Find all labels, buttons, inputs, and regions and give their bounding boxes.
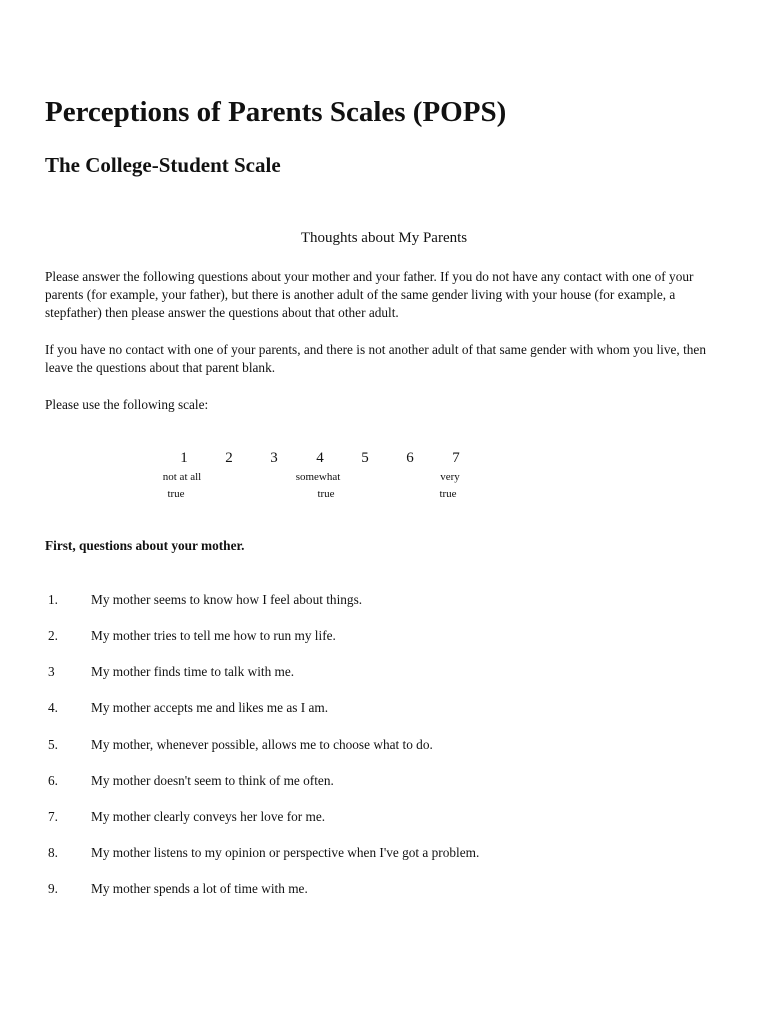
question-text: My mother seems to know how I feel about things. xyxy=(91,592,363,607)
question-item xyxy=(0,626,768,646)
question-number: 6. xyxy=(48,773,58,788)
scale-anchor-mid-line2: true xyxy=(317,488,335,500)
scale-number-1: 1 xyxy=(180,450,188,466)
question-number: 5. xyxy=(48,737,58,752)
question-text: My mother listens to my opinion or perspective when I've got a problem. xyxy=(91,845,480,860)
question-text: My mother tries to tell me how to run my life. xyxy=(91,628,336,643)
scale-number-4: 4 xyxy=(316,450,324,466)
mother-section-heading: First, questions about your mother. xyxy=(45,538,245,553)
question-number: 7. xyxy=(48,809,58,824)
scale-anchor-mid-line1: somewhat xyxy=(295,471,341,483)
scale-number-2: 2 xyxy=(225,450,233,466)
question-number: 1. xyxy=(48,592,58,607)
question-text: My mother finds time to talk with me. xyxy=(91,664,295,679)
scale-intro: Please use the following scale: xyxy=(45,397,209,412)
question-number: 2. xyxy=(48,628,58,643)
question-text: My mother clearly conveys her love for me. xyxy=(91,809,326,824)
question-item xyxy=(0,771,768,791)
document-subtitle: The College-Student Scale xyxy=(45,153,281,177)
scale-anchor-high-line2: true xyxy=(439,488,457,500)
instructions-paragraph: Please answer the following questions about your mother and your father. If you do not have any contact with one of your parents (for example, your father), but there is another adult of the same gender living with your house (for example, a stepfather) then please answer the questions about that other adult. xyxy=(45,269,694,320)
question-text: My mother accepts me and likes me as I am. xyxy=(91,700,329,715)
scale-anchor-high-line1: very xyxy=(440,471,460,483)
question-number: 4. xyxy=(48,700,58,715)
document-title: Perceptions of Parents Scales (POPS) xyxy=(45,96,507,128)
question-text: My mother, whenever possible, allows me to choose what to do. xyxy=(91,737,433,752)
question-item xyxy=(0,662,768,682)
question-item xyxy=(0,590,768,610)
question-number: 8. xyxy=(48,845,58,860)
question-item xyxy=(0,735,768,755)
question-item xyxy=(0,698,768,718)
scale-anchor-low-line2: true xyxy=(167,488,185,500)
scale-number-7: 7 xyxy=(452,450,460,466)
scale-number-6: 6 xyxy=(406,450,414,466)
question-text: My mother doesn't seem to think of me often. xyxy=(91,773,334,788)
scale-number-5: 5 xyxy=(361,450,369,466)
scale-number-3: 3 xyxy=(270,450,278,466)
question-text: My mother spends a lot of time with me. xyxy=(91,881,308,896)
no-contact-paragraph: If you have no contact with one of your parents, and there is not another adult of that same gender with whom you live, then leave the questions about that parent blank. xyxy=(45,342,706,375)
scale-anchor-low-line1: not at all xyxy=(162,471,202,483)
question-number: 3 xyxy=(48,664,55,679)
question-item xyxy=(0,879,768,899)
section-title: Thoughts about My Parents xyxy=(300,230,468,246)
question-item xyxy=(0,807,768,827)
question-item xyxy=(0,843,768,863)
question-number: 9. xyxy=(48,881,58,896)
